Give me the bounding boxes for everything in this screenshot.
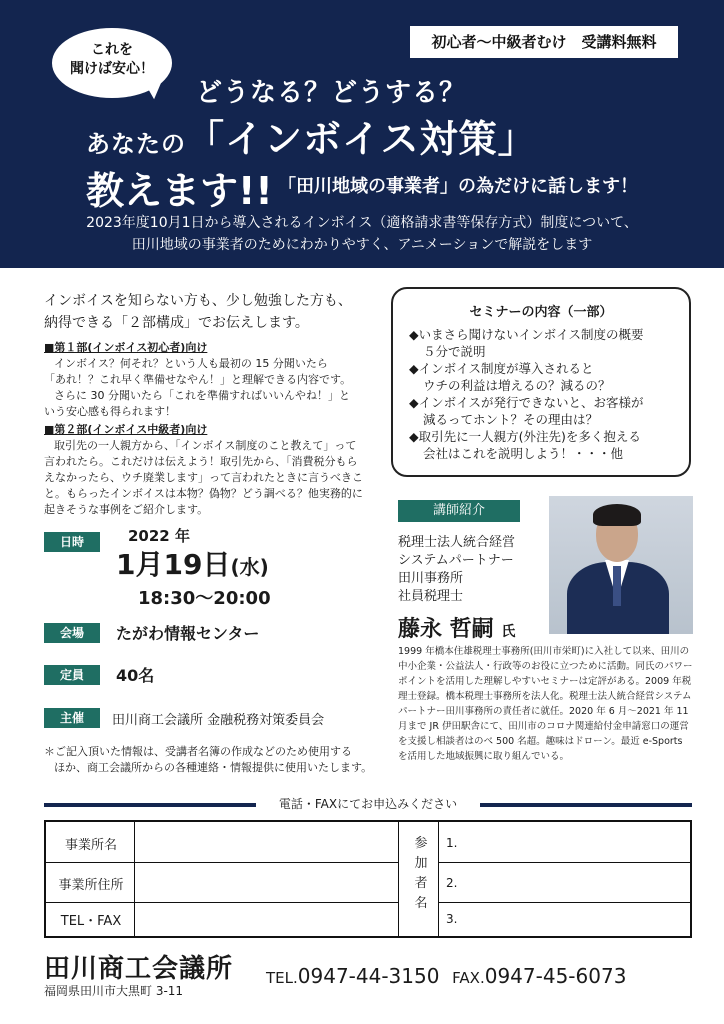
seminar-item <box>409 326 673 360</box>
seminar-item-line: ５分で説明 <box>423 344 486 359</box>
form-label-telfax: TEL・FAX <box>60 914 122 929</box>
lead-line-2: 納得できる「２部構成」でお伝えします。 <box>44 315 309 331</box>
fax-number[interactable]: 0947-45-6073 <box>484 964 627 988</box>
participants-char: 者 <box>414 876 428 891</box>
footer-contact <box>266 964 626 988</box>
footer-organization: 田川商工会議所 <box>44 954 234 984</box>
headline-main <box>86 108 537 163</box>
divider <box>480 803 692 807</box>
capacity-value: 40名 <box>116 666 155 685</box>
participants-char: 参 <box>414 836 428 851</box>
bubble-line-1: これを <box>91 42 133 58</box>
lecturer-photo <box>549 496 693 634</box>
seminar-item <box>409 360 673 394</box>
divider <box>438 902 690 903</box>
bubble-line-2: 聞けば安心！ <box>70 61 154 77</box>
part2-line: 言われたら。これだけは伝えよう！取引先から、「消費税分もら <box>44 455 358 468</box>
headline-main-topic: 「インボイス対策」 <box>186 117 537 161</box>
organizer-tag: 主催 <box>44 708 100 728</box>
headline-main-prefix: あなたの <box>86 130 186 158</box>
seminar-item-line: ウチの利益は増えるの？減るの？ <box>423 378 611 393</box>
speech-bubble <box>52 28 172 98</box>
divider <box>46 862 398 863</box>
role-line: 社員税理士 <box>398 589 464 604</box>
intro-line-2: 田川地域の事業者のためにわかりやすく、アニメーションで解説をします <box>131 237 593 253</box>
divider <box>46 902 398 903</box>
part2-line: えなかったら、ウチ廃業します」って言われたときに言うべきこ <box>44 471 363 484</box>
seminar-item-line: ◆インボイスが発行できないと、お客様が <box>409 395 644 410</box>
form-header-text: 電話・FAXにてお申込みください <box>278 797 458 811</box>
seminar-item-line: ◆取引先に一人親方(外注先)を多く抱える <box>409 429 641 444</box>
seminar-item-line: ◆いまさら聞けないインボイス制度の概要 <box>409 327 644 342</box>
participants-label <box>406 834 436 914</box>
part1-title: ■第１部(インボイス初心者)向け <box>44 341 208 354</box>
photo-tie <box>613 566 621 606</box>
fax-prefix: FAX. <box>452 969 485 987</box>
part2-line: と。もらったインボイスは本物？偽物？どう調べる？他実務的に <box>44 487 363 500</box>
participant-slot-1[interactable]: 1. <box>446 836 458 850</box>
lecturer-role <box>398 534 515 606</box>
header-banner <box>0 0 724 268</box>
participants-char: 名 <box>414 896 428 911</box>
date-tag: 日時 <box>44 532 100 552</box>
lecturer-honorific: 氏 <box>501 624 516 640</box>
form-label-company: 事業所名 <box>64 838 117 853</box>
lead-text <box>44 290 374 334</box>
participant-slot-3[interactable]: 3. <box>446 912 458 926</box>
participant-slot-2[interactable]: 2. <box>446 876 458 890</box>
headline-target: 「田川地域の事業者」の為だけに話します！ <box>278 176 638 197</box>
capacity-tag: 定員 <box>44 665 100 685</box>
event-time: 18:30〜20:00 <box>138 588 271 609</box>
privacy-note <box>44 744 374 776</box>
seminar-item-line: 会社はこれを説明しよう！・・・他 <box>423 446 624 461</box>
seminar-item <box>409 394 673 428</box>
part2-line: 起きそうな事例をご紹介します。 <box>44 503 209 516</box>
divider <box>398 822 399 936</box>
role-line: 田川事務所 <box>398 571 464 586</box>
role-line: システムパートナー <box>398 553 514 568</box>
part1-line: いう安心感も得られます！ <box>44 405 176 418</box>
role-line: 税理士法人統合経営 <box>398 535 516 550</box>
headline-teach: 教えます!! <box>86 169 273 213</box>
date-weekday: (水) <box>230 555 269 579</box>
event-date <box>116 543 269 583</box>
part2-line: 取引先の一人親方から、「インボイス制度のこと教えて」って <box>54 439 357 452</box>
footer-address: 福岡県田川市大黒町 3-11 <box>44 984 184 998</box>
part1-section <box>44 340 374 420</box>
intro-line-1: 2023年度10月1日から導入されるインボイス（適格請求書等保存方式）制度について、 <box>86 215 638 231</box>
divider <box>44 803 256 807</box>
lecturer-name-text: 藤永 哲嗣 <box>398 617 494 642</box>
note-line-1: ＊ご記入頂いた情報は、受講者名簿の作成などのため使用する <box>44 745 352 758</box>
seminar-item <box>409 428 673 462</box>
seminar-item-line: ◆インボイス制度が導入されると <box>409 361 594 376</box>
seminar-contents-box <box>391 287 691 477</box>
audience-badge: 初心者〜中級者むけ 受講料無料 <box>410 26 678 58</box>
date-month-day: 1月19日 <box>116 548 231 581</box>
lecturer-name <box>398 612 515 643</box>
intro-text <box>0 212 724 256</box>
tel-number[interactable]: 0947-44-3150 <box>297 964 440 988</box>
form-header <box>44 796 692 812</box>
part2-section <box>44 422 374 518</box>
participants-char: 加 <box>414 856 428 871</box>
venue-name: たがわ情報センター <box>116 624 260 643</box>
divider <box>134 822 135 936</box>
seminar-title: セミナーの内容（一部） <box>469 305 613 320</box>
part1-line: インボイス？何それ？という人も最初の 15 分聞いたら <box>54 357 328 370</box>
divider <box>438 822 439 936</box>
organizer-name: 田川商工会議所 金融税務対策委員会 <box>112 713 325 728</box>
lead-line-1: インボイスを知らない方も、少し勉強した方も、 <box>44 293 352 309</box>
lecturer-bio: 1999 年橋本住雄税理士事務所(田川市栄町)に入社して以来、田川の中小企業・公益法人・行政等のお役に立つために活動。同氏のパワーポイントを活用した理解しやすいセミナーは定評がある。2009 年税理士登録。橋本税理士事務所を法人化。税理士法人統合経営システムパートナー田川事務所の責任者に就任。2020 年 6 月〜2021 年 11 月まで JR 伊田駅舎にて、田川市のコロナ関連給付金申請窓口の運営を支援し相談者はのべ 500 名超。趣味はドローン。最近 e-Sports を活用した地域振興に取り組んでいる。 <box>398 646 693 762</box>
part2-title: ■第２部(インボイス中級者)向け <box>44 423 208 436</box>
lecturer-tag: 講師紹介 <box>398 500 520 522</box>
date-year: 2022 年 <box>128 527 190 545</box>
form-label-address: 事業所住所 <box>58 878 124 893</box>
application-form <box>44 820 692 938</box>
tel-prefix: TEL. <box>266 969 298 987</box>
divider <box>438 862 690 863</box>
venue-tag: 会場 <box>44 623 100 643</box>
part1-line: さらに 30 分聞いたら「これを準備すればいいんやね！」と <box>54 389 350 402</box>
part1-line: 「あれ！？これ早く準備せなやん！」と理解できる内容です。 <box>44 373 352 386</box>
note-line-2: ほか、商工会議所からの各種連絡・情報提供に使用いたします。 <box>54 761 373 774</box>
photo-hair <box>593 504 641 526</box>
headline-question: どうなる？どうする？ <box>196 78 467 108</box>
seminar-item-line: 減るってホント？その理由は？ <box>423 412 599 427</box>
